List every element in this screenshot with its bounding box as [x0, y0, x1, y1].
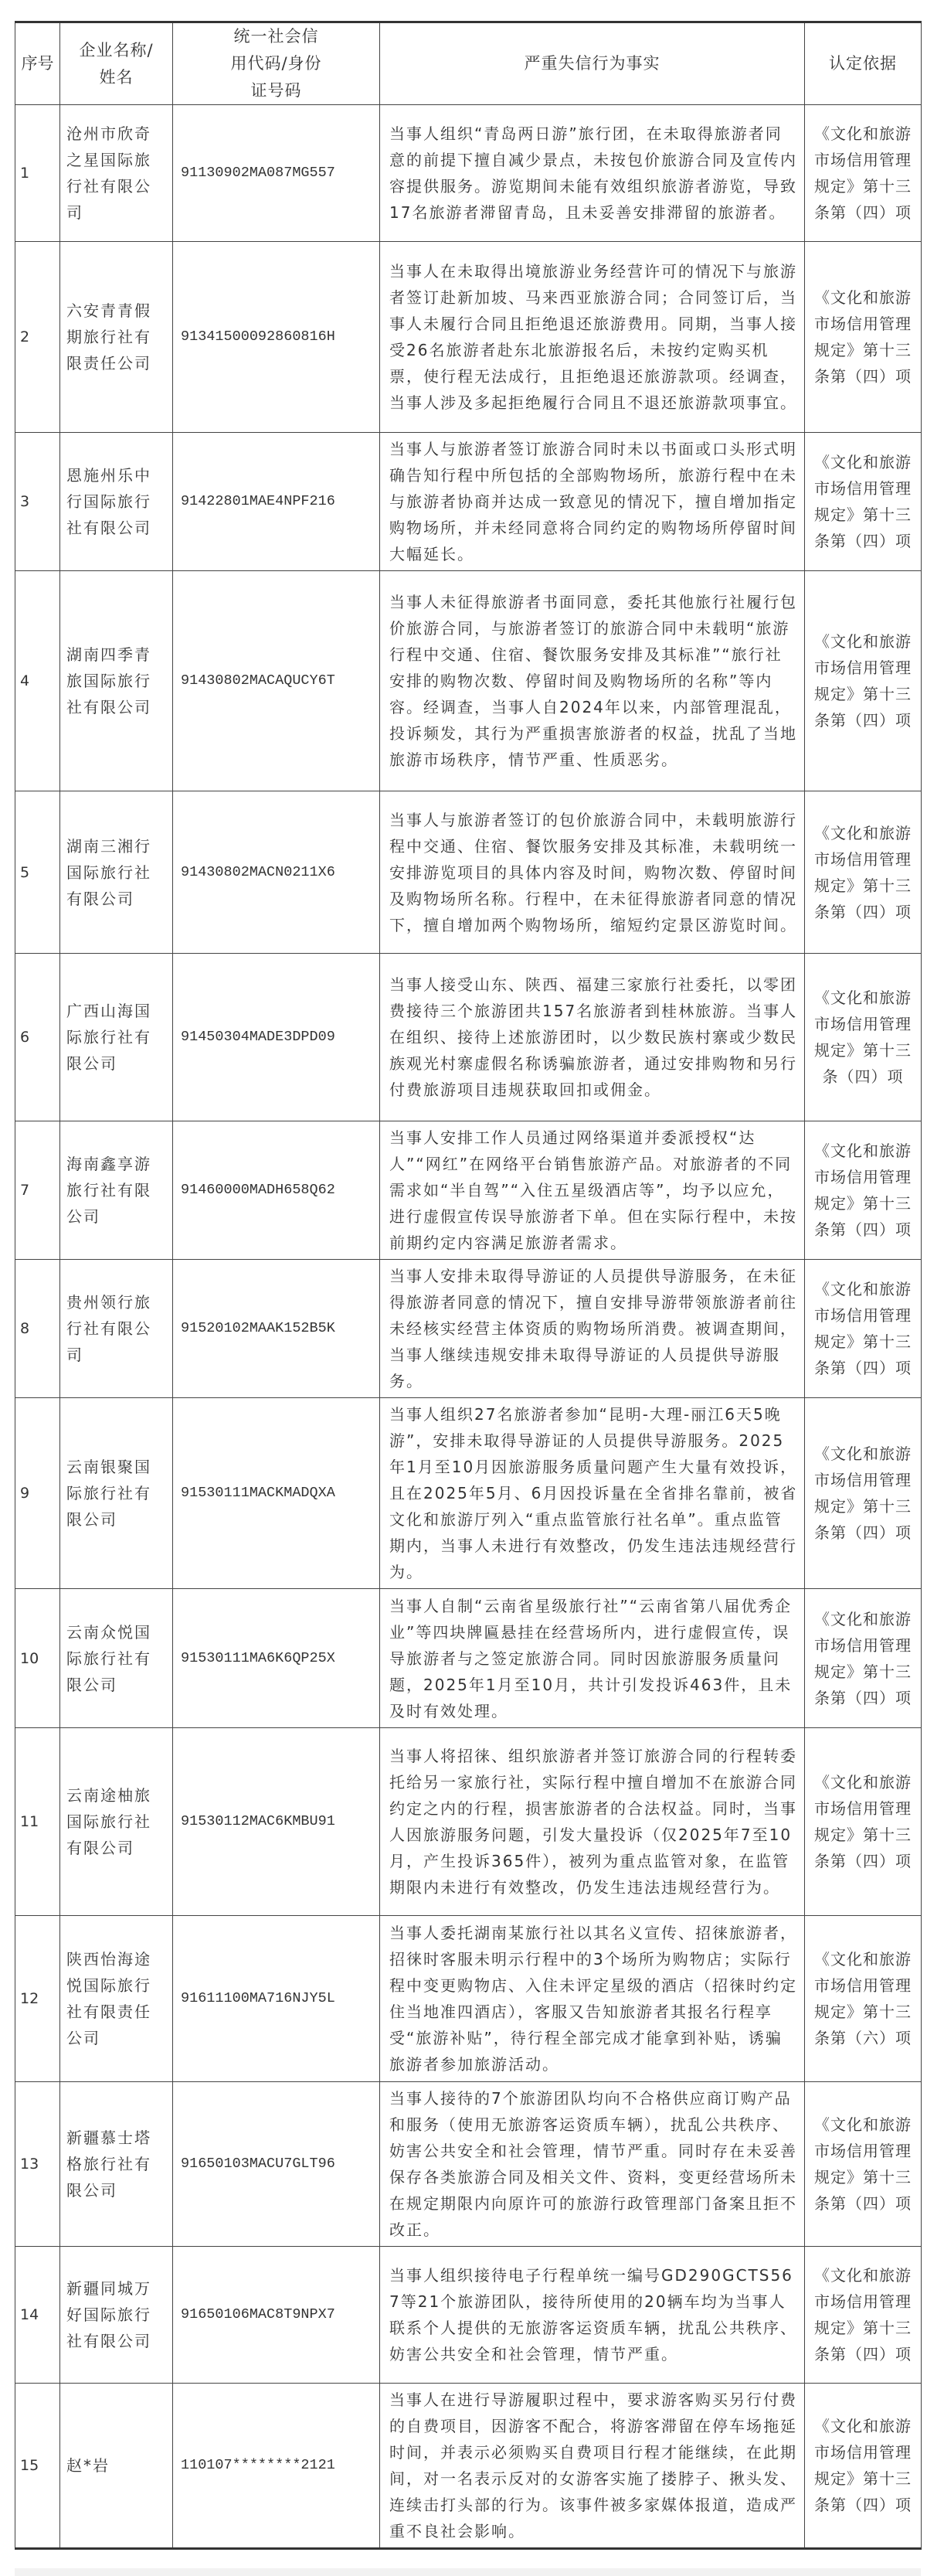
legal-basis: 《文化和旅游市场信用管理规定》第十三条第（四）项 — [805, 1260, 922, 1398]
row-index: 12 — [15, 1916, 60, 2082]
legal-basis: 《文化和旅游市场信用管理规定》第十三条第（六）项 — [805, 1916, 922, 2082]
table-body — [15, 105, 922, 2549]
table-row — [15, 2384, 922, 2549]
violation-fact: 当事人组织“青岛两日游”旅行团，在未取得旅游者同意的前提下擅自减少景点，未按包价旅游合同及宣传内容提供服务。游览期间未能有效组织旅游者游览，导致17名旅游者滞留青岛，且未妥善安排滞留的旅游者。 — [380, 105, 805, 242]
row-index: 11 — [15, 1728, 60, 1916]
violation-fact: 当事人安排未取得导游证的人员提供导游服务，在未征得旅游者同意的情况下，擅自安排导游带领旅游者前往未经核实经营主体资质的购物场所消费。被调查期间，当事人继续违规安排未取得导游证的人员提供导游服务。 — [380, 1260, 805, 1398]
company-name: 云南众悦国际旅行社有限公司 — [60, 1589, 173, 1728]
legal-basis: 《文化和旅游市场信用管理规定》第十三条第（四）项 — [805, 571, 922, 791]
row-index: 3 — [15, 433, 60, 571]
violation-fact: 当事人组织接待电子行程单统一编号GD290GCTS567等21个旅游团队，接待所使用的20辆车均为当事人联系个人提供的无旅游客运资质车辆，扰乱公共秩序、妨害公共安全和社会管理，情节严重。 — [380, 2247, 805, 2384]
row-index: 15 — [15, 2384, 60, 2549]
company-name: 云南途柚旅国际旅行社有限公司 — [60, 1728, 173, 1916]
legal-basis: 《文化和旅游市场信用管理规定》第十三条第（四）项 — [805, 242, 922, 433]
credit-code: 91530111MA6K6QP25X — [173, 1589, 380, 1728]
table-row — [15, 1916, 922, 2082]
legal-basis: 《文化和旅游市场信用管理规定》第十三条第（四）项 — [805, 1589, 922, 1728]
company-name: 沧州市欣奇之星国际旅行社有限公司 — [60, 105, 173, 242]
credit-code: 91611100MA716NJY5L — [173, 1916, 380, 2082]
company-name: 赵*岩 — [60, 2384, 173, 2549]
credit-code: 91650106MAC8T9NPX7 — [173, 2247, 380, 2384]
table-row — [15, 1260, 922, 1398]
company-name: 新疆同城万好国际旅行社有限公司 — [60, 2247, 173, 2384]
company-name: 六安青青假期旅行社有限责任公司 — [60, 242, 173, 433]
row-index: 4 — [15, 571, 60, 791]
legal-basis: 《文化和旅游市场信用管理规定》第十三条第（四）项 — [805, 2247, 922, 2384]
violation-fact: 当事人与旅游者签订的包价旅游合同中，未载明旅游行程中交通、住宿、餐饮服务安排及其标准，未载明统一安排游览项目的具体内容及时间，购物次数、停留时间及购物场所名称。行程中，在未征得旅游者同意的情况下，擅自增加两个购物场所，缩短约定景区游览时间。 — [380, 791, 805, 954]
table-row — [15, 433, 922, 571]
credit-code: 91430802MACN0211X6 — [173, 791, 380, 954]
legal-basis: 《文化和旅游市场信用管理规定》第十三条第（四）项 — [805, 1398, 922, 1589]
legal-basis: 《文化和旅游市场信用管理规定》第十三条第（四）项 — [805, 433, 922, 571]
row-index: 8 — [15, 1260, 60, 1398]
table-row — [15, 2247, 922, 2384]
row-index: 6 — [15, 954, 60, 1121]
company-name: 陕西怡海途悦国际旅行社有限责任公司 — [60, 1916, 173, 2082]
table-header-row — [15, 22, 922, 105]
legal-basis: 《文化和旅游市场信用管理规定》第十三条第（四）项 — [805, 2082, 922, 2247]
violation-fact: 当事人自制“云南省星级旅行社”“云南省第八届优秀企业”等四块牌匾悬挂在经营场所内，进行虚假宣传，误导旅游者与之签定旅游合同。同时因旅游服务质量问题，2025年1月至10月，共计引发投诉463件，且未及时有效处理。 — [380, 1589, 805, 1728]
company-name: 海南鑫享游旅行社有限公司 — [60, 1121, 173, 1260]
header-name: 企业名称/姓名 — [60, 22, 173, 105]
table-row — [15, 2082, 922, 2247]
table-row — [15, 954, 922, 1121]
table-row — [15, 242, 922, 433]
row-index: 9 — [15, 1398, 60, 1589]
violation-fact: 当事人将招徕、组织旅游者并签订旅游合同的行程转委托给另一家旅行社，实际行程中擅自增加不在旅游合同约定之内的行程，损害旅游者的合法权益。同时，当事人因旅游服务问题，引发大量投诉（仅2025年7至10月，产生投诉365件），被列为重点监管对象，在监管期限内未进行有效整改，仍发生违法违规经营行为。 — [380, 1728, 805, 1916]
company-name: 云南银聚国际旅行社有限公司 — [60, 1398, 173, 1589]
violation-fact: 当事人在未取得出境旅游业务经营许可的情况下与旅游者签订赴新加坡、马来西亚旅游合同；合同签订后，当事人未履行合同且拒绝退还旅游费用。同期，当事人接受26名旅游者赴东北旅游报名后，未按约定购买机票，使行程无法成行，且拒绝退还旅游款项。经调查，当事人涉及多起拒绝履行合同且不退还旅游款项事宜。 — [380, 242, 805, 433]
legal-basis: 《文化和旅游市场信用管理规定》第十三条第（四）项 — [805, 791, 922, 954]
violation-fact: 当事人在进行导游履职过程中，要求游客购买另行付费的自费项目，因游客不配合，将游客滞留在停车场拖延时间，并表示必须购买自费项目行程才能继续，在此期间，对一名表示反对的女游客实施了搂脖子、揪头发、连续击打头部的行为。该事件被多家媒体报道，造成严重不良社会影响。 — [380, 2384, 805, 2549]
row-index: 2 — [15, 242, 60, 433]
legal-basis: 《文化和旅游市场信用管理规定》第十三条第（四）项 — [805, 1121, 922, 1260]
header-basis: 认定依据 — [805, 22, 922, 105]
credit-code: 91422801MAE4NPF216 — [173, 433, 380, 571]
table-row — [15, 1121, 922, 1260]
row-index: 10 — [15, 1589, 60, 1728]
company-name: 湖南四季青旅国际旅行社有限公司 — [60, 571, 173, 791]
footer-bar — [15, 2568, 921, 2576]
company-name: 湖南三湘行国际旅行社有限公司 — [60, 791, 173, 954]
row-index: 5 — [15, 791, 60, 954]
company-name: 恩施州乐中行国际旅行社有限公司 — [60, 433, 173, 571]
violation-fact: 当事人接待的7个旅游团队均向不合格供应商订购产品和服务（使用无旅游客运资质车辆），扰乱公共秩序、妨害公共安全和社会管理，情节严重。同时存在未妥善保存各类旅游合同及相关文件、资料，变更经营场所未在规定期限内向原许可的旅游行政管理部门备案且拒不改正。 — [380, 2082, 805, 2247]
credit-code: 91520102MAAK152B5K — [173, 1260, 380, 1398]
violation-fact: 当事人组织27名旅游者参加“昆明-大理-丽江6天5晚游”，安排未取得导游证的人员提供导游服务。2025年1月至10月因旅游服务质量问题产生大量有效投诉，且在2025年5月、6月因投诉量在全省排名靠前，被省文化和旅游厅列入“重点监管旅行社名单”。重点监管期内，当事人未进行有效整改，仍发生违法违规经营行为。 — [380, 1398, 805, 1589]
credit-code: 91430802MACAQUCY6T — [173, 571, 380, 791]
table-row — [15, 571, 922, 791]
row-index: 13 — [15, 2082, 60, 2247]
credit-blacklist-table — [15, 21, 922, 2550]
legal-basis: 《文化和旅游市场信用管理规定》第十三条（四）项 — [805, 954, 922, 1121]
header-fact: 严重失信行为事实 — [380, 22, 805, 105]
legal-basis: 《文化和旅游市场信用管理规定》第十三条第（四）项 — [805, 1728, 922, 1916]
table-row — [15, 105, 922, 242]
credit-code: 91341500092860816H — [173, 242, 380, 433]
legal-basis: 《文化和旅游市场信用管理规定》第十三条第（四）项 — [805, 105, 922, 242]
credit-code: 110107********2121 — [173, 2384, 380, 2549]
violation-fact: 当事人未征得旅游者书面同意，委托其他旅行社履行包价旅游合同，与旅游者签订的旅游合同中未载明“旅游行程中交通、住宿、餐饮服务安排及其标准”“旅行社安排的购物次数、停留时间及购物场所的名称”等内容。经调查，当事人自2024年以来，内部管理混乱，投诉频发，其行为严重损害旅游者的权益，扰乱了当地旅游市场秩序，情节严重、性质恶劣。 — [380, 571, 805, 791]
credit-code: 91130902MA087MG557 — [173, 105, 380, 242]
legal-basis: 《文化和旅游市场信用管理规定》第十三条第（四）项 — [805, 2384, 922, 2549]
violation-fact: 当事人接受山东、陕西、福建三家旅行社委托，以零团费接待三个旅游团共157名旅游者到桂林旅游。当事人在组织、接待上述旅游团时，以少数民族村寨或少数民族观光村寨虚假名称诱骗旅游者，通过安排购物和另行付费旅游项目违规获取回扣或佣金。 — [380, 954, 805, 1121]
violation-fact: 当事人安排工作人员通过网络渠道并委派授权“达人”“网红”在网络平台销售旅游产品。对旅游者的不同需求如“半自驾”“入住五星级酒店等”，均予以应允，进行虚假宣传误导旅游者下单。但在实际行程中，未按前期约定内容满足旅游者需求。 — [380, 1121, 805, 1260]
company-name: 贵州领行旅行社有限公司 — [60, 1260, 173, 1398]
credit-code: 91530112MAC6KMBU91 — [173, 1728, 380, 1916]
table-row — [15, 1398, 922, 1589]
header-code: 统一社会信用代码/身份证号码 — [173, 22, 380, 105]
credit-code: 91450304MADE3DPD09 — [173, 954, 380, 1121]
row-index: 1 — [15, 105, 60, 242]
row-index: 7 — [15, 1121, 60, 1260]
company-name: 新疆慕士塔格旅行社有限公司 — [60, 2082, 173, 2247]
violation-fact: 当事人委托湖南某旅行社以其名义宣传、招徕旅游者，招徕时客服未明示行程中的3个场所为购物店；实际行程中变更购物店、入住未评定星级的酒店（招徕时约定住当地准四酒店），客服又告知旅游者其报名行程享受“旅游补贴”，待行程全部完成才能拿到补贴，诱骗旅游者参加旅游活动。 — [380, 1916, 805, 2082]
row-index: 14 — [15, 2247, 60, 2384]
credit-code: 91650103MACU7GLT96 — [173, 2082, 380, 2247]
violation-fact: 当事人与旅游者签订旅游合同时未以书面或口头形式明确告知行程中所包括的全部购物场所，旅游行程中在未与旅游者协商并达成一致意见的情况下，擅自增加指定购物场所，并未经同意将合同约定的购物场所停留时间大幅延长。 — [380, 433, 805, 571]
credit-code: 91460000MADH658Q62 — [173, 1121, 380, 1260]
company-name: 广西山海国际旅行社有限公司 — [60, 954, 173, 1121]
table-row — [15, 1589, 922, 1728]
header-index: 序号 — [15, 22, 60, 105]
table-row — [15, 791, 922, 954]
credit-code: 91530111MACKMADQXA — [173, 1398, 380, 1589]
table-row — [15, 1728, 922, 1916]
